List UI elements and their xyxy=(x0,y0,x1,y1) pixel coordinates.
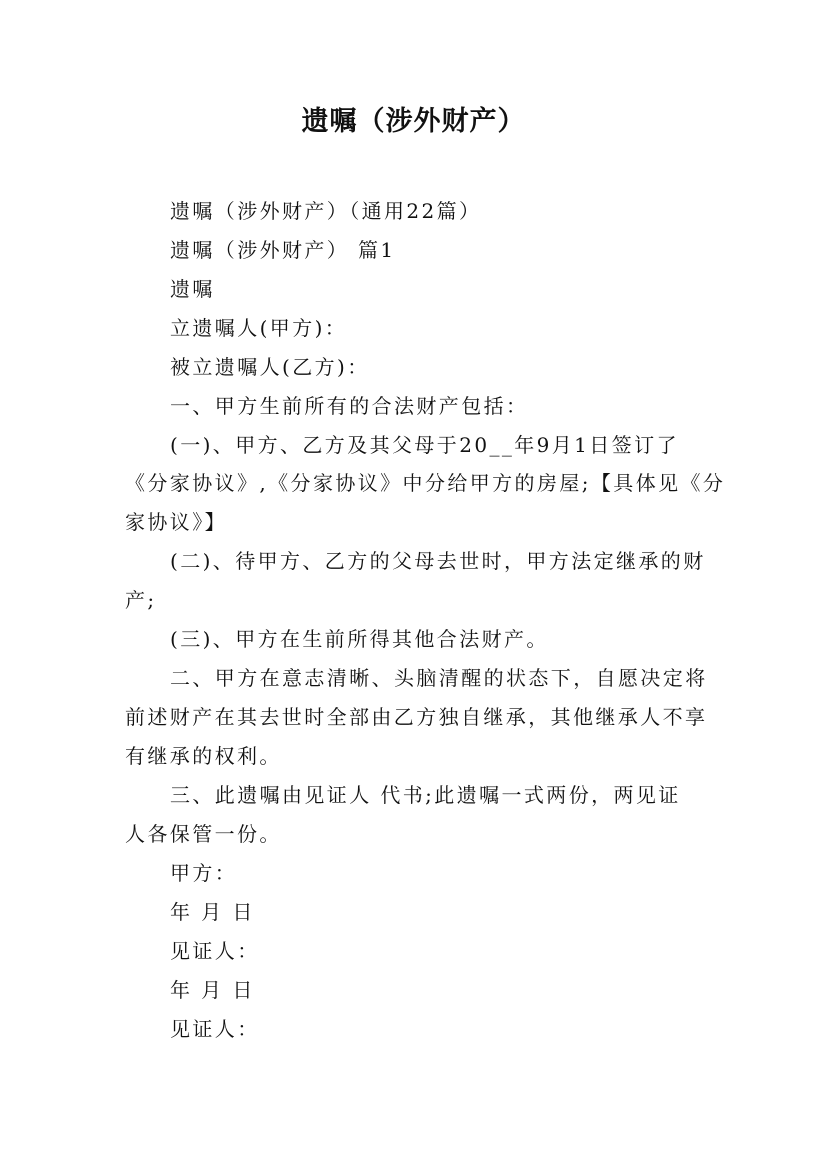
paragraph-line: (二)、待甲方、乙方的父母去世时，甲方法定继承的财 xyxy=(170,549,706,573)
paragraph-line: 家协议》】 xyxy=(125,510,227,534)
beneficiary-line: 被立遗嘱人(乙方)： xyxy=(170,355,370,379)
date-line: 年 月 日 xyxy=(170,978,255,1002)
date-line: 年 月 日 xyxy=(170,900,255,924)
witness-signature-label: 见证人： xyxy=(170,1017,260,1041)
document-title: 遗嘱（涉外财产） xyxy=(301,106,526,137)
testator-line: 立遗嘱人(甲方)： xyxy=(170,316,348,340)
paragraph-line: 产; xyxy=(125,588,157,612)
party-a-signature-label: 甲方： xyxy=(170,861,238,885)
paragraph-line: 三、此遗嘱由见证人 代书;此遗嘱一式两份，两见证 xyxy=(170,783,681,807)
paragraph-line: 二、甲方在意志清晰、头脑清醒的状态下，自愿决定将 xyxy=(170,666,708,690)
section-heading: 遗嘱（涉外财产） 篇1 xyxy=(170,238,396,262)
doc-subtitle: 遗嘱（涉外财产）（通用22篇） xyxy=(170,199,482,223)
paragraph-line: (三)、甲方在生前所得其他合法财产。 xyxy=(170,627,549,651)
paragraph-line: 《分家协议》,《分家协议》中分给甲方的房屋;【具体见《分 xyxy=(125,471,726,495)
will-heading: 遗嘱 xyxy=(170,277,215,301)
paragraph-line: 有继承的权利。 xyxy=(125,744,282,768)
paragraph-line: (一)、甲方、乙方及其父母于20__年9月1日签订了 xyxy=(170,433,679,457)
witness-signature-label: 见证人： xyxy=(170,939,260,963)
clause-1-heading: 一、甲方生前所有的合法财产包括： xyxy=(170,394,529,418)
paragraph-line: 前述财产在其去世时全部由乙方独自继承，其他继承人不享 xyxy=(125,705,708,729)
paragraph-line: 人各保管一份。 xyxy=(125,822,282,846)
